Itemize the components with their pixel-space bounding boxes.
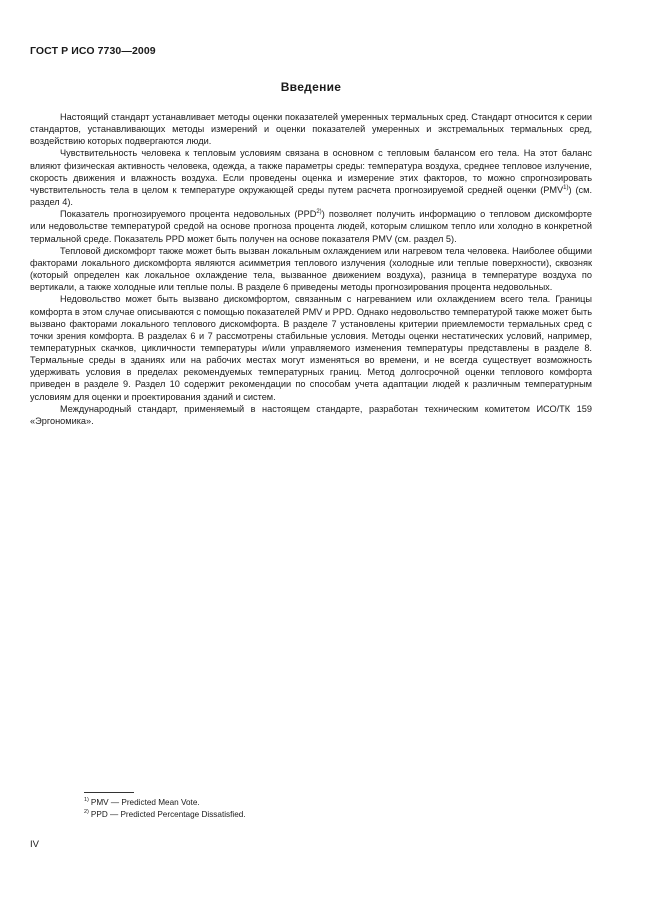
paragraph-5: Недовольство может быть вызвано дискомфортом, связанным с нагреванием или охлаждением всего тела. Границы комфорта в этом случае описываются с помощью показателей PMV и PPD. Однако недовольство температурой также может быть вызвано факторами локального теплового дискомфорта. В разделе 7 установлены критерии приемлемости термальных сред с точки зрения комфорта. В разделах 6 и 7 рассмотрены стабильные условия. Методы оценки нестатических условий, например, температурных скачков, цикличности температуры и/или управляемого изменения температуры представлены в разделе 8. Термальные среды в зданиях или на рабочих местах могут изменяться во времени, и не всегда существует возможность удерживать условия в пределах рекомендуемых температурных границ. Метод долгосрочной оценки теплового комфорта приведен в разделе 9. Раздел 10 содержит рекомендации по способам учета адаптации людей к различным температурным условиям для оценки и проектирования зданий и систем. — [30, 294, 592, 402]
introduction-body — [30, 111, 592, 427]
footnote-separator — [84, 792, 134, 793]
footnote-1-mark: 1) — [84, 797, 89, 804]
paragraph-4: Тепловой дискомфорт также может быть вызван локальным охлаждением или нагревом тела человека. Наиболее общими факторами локального дискомфорта являются асимметрия теплового излучения (холодные или теплые поверхности), сквозняк (который определен как локальное охлаждение тела, вызванное движением воздуха), разница в температуре воздуха по вертикали, а также холодные или теплые полы. В разделе 6 приведены методы прогнозирования процента недовольных. — [30, 245, 592, 293]
footnote-ref-2: 2) — [316, 209, 322, 216]
paragraph-3-text-start: Показатель прогнозируемого процента недовольных (PPD — [60, 209, 317, 220]
paragraph-3 — [30, 208, 592, 244]
paragraph-3-text-end: ) позволяет получить информацию о тепловом дискомфорте или недовольстве температурой средой на основе прогноза процента людей, которым слишком тепло или холодно в конкретной термальной среде. Показатель PPD может быть получен на основе показателя PMV (см. раздел 5). — [30, 209, 592, 244]
footnote-2-mark: 2) — [84, 809, 89, 816]
footnotes — [84, 797, 484, 821]
footnote-1 — [84, 797, 484, 809]
paragraph-6: Международный стандарт, применяемый в настоящем стандарте, разработан техническим комитетом ИСО/ТК 159 «Эргономика». — [30, 403, 592, 426]
paragraph-1: Настоящий стандарт устанавливает методы оценки показателей умеренных термальных сред. Стандарт относится к серии стандартов, устанавливающих методы измерений и оценки показателей умеренных и экстремальных термальных сред, воздействию которых подвергаются люди. — [30, 112, 592, 147]
footnote-2-text: PPD — Predicted Percentage Dissatisfied. — [90, 810, 246, 819]
paragraph-2 — [30, 147, 592, 208]
footnote-1-text: PMV — Predicted Mean Vote. — [90, 798, 200, 807]
page-number: IV — [30, 839, 39, 850]
footnote-2 — [84, 809, 484, 821]
section-title: Введение — [280, 80, 342, 94]
document-header: ГОСТ Р ИСО 7730—2009 — [30, 45, 156, 57]
paragraph-2-text-start: Чувствительность человека к тепловым условиям связана в основном с тепловым балансом его тела. На этот баланс влияют физическая активность человека, одежда, а также параметры среды: температура воздуха, среднее тепловое излучение, скорость движения и влажность воздуха. Если проведены оценка и измерение этих факторов, то можно спрогнозировать чувствительность тела в целом к температуре окружающей среды путем расчета прогнозируемой средней оценки (PMV — [30, 148, 592, 195]
footnote-ref-1: 1) — [563, 184, 569, 191]
paragraph-2-text-end: ) (см. раздел 4). — [30, 184, 592, 208]
